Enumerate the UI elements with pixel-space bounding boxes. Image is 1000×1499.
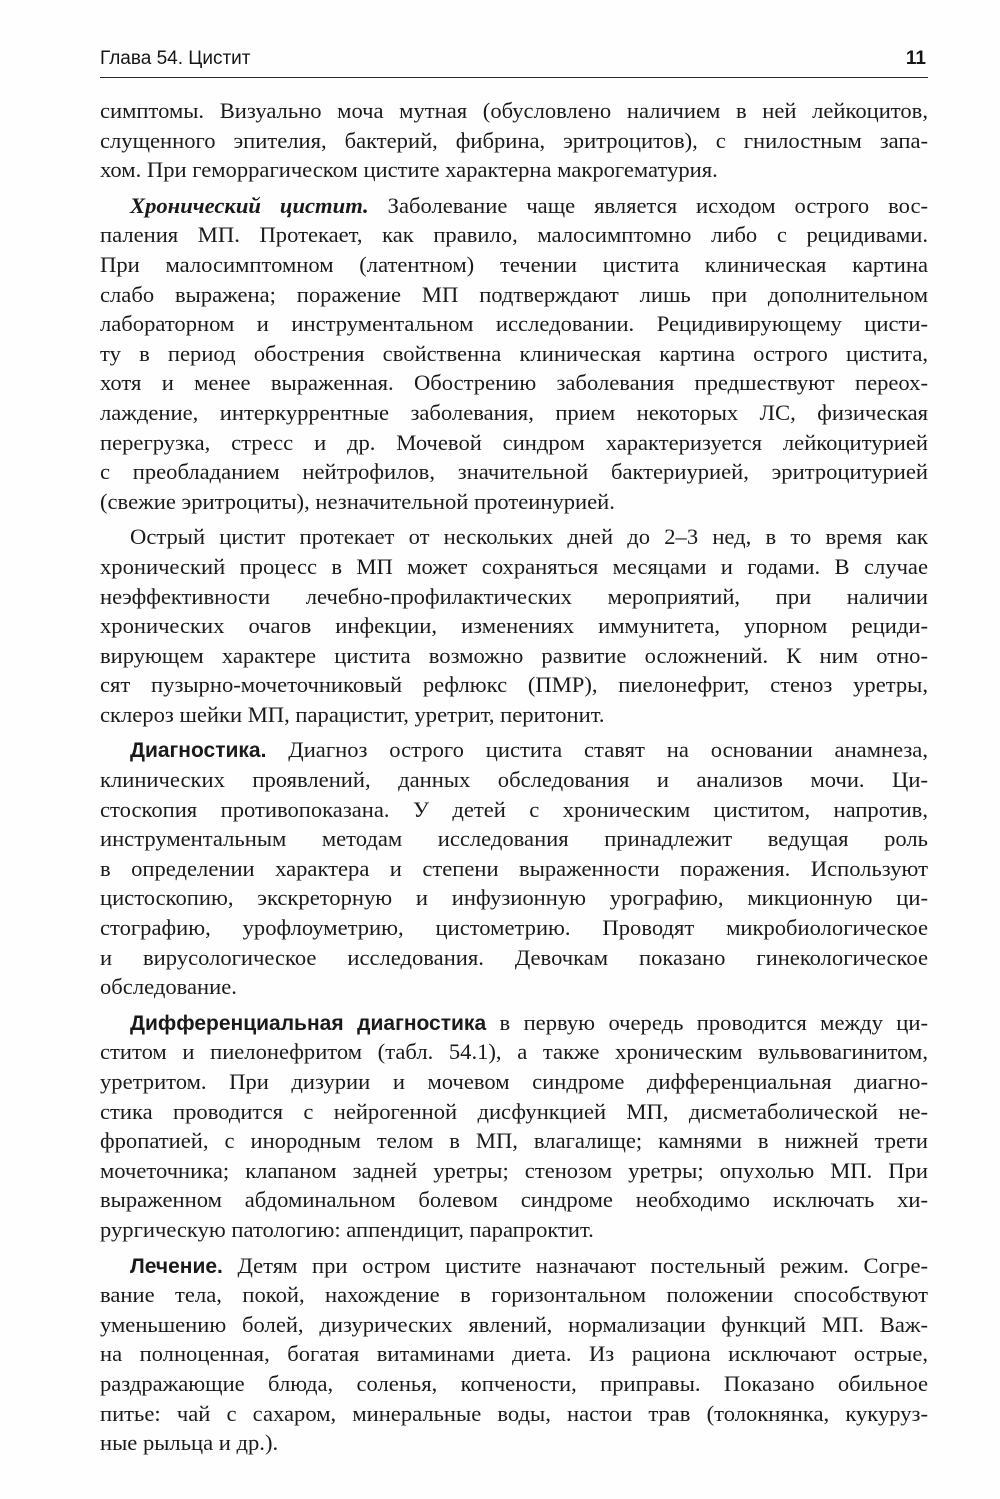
paragraph-chronic-cystitis: [100, 191, 928, 517]
text-line: и вирусологическое исследования. Девочкам показано гинекологическое: [100, 944, 928, 970]
paragraph-diagnostics: [100, 735, 928, 1001]
text-line: ститом и пиелонефритом (табл. 54.1), а также хроническим вульвовагинитом,: [100, 1039, 928, 1065]
text-line: При малосимптомном (латентном) течении цистита клиническая картина: [100, 251, 928, 277]
text-line: хом. При геморрагическом цистите характерна макрогематурия.: [100, 157, 718, 183]
text-line: [100, 735, 928, 765]
text-line: перегрузка, стресс и др. Мочевой синдром характеризуется лейкоцитурией: [100, 429, 928, 455]
text-line: паления МП. Протекает, как правило, малосимптомно либо с рецидивами.: [100, 222, 928, 248]
text-line: ные рыльца и др.).: [100, 1430, 279, 1456]
text-line: вирующем характере цистита возможно развитие осложнений. К ним отно-: [100, 642, 928, 668]
text-line: хотя и менее выраженная. Обострению заболевания предшествуют переох-: [100, 370, 928, 396]
text-line: склероз шейки МП, парацистит, уретрит, перитонит.: [100, 701, 605, 727]
page-number: 11: [905, 48, 926, 69]
section-lead: Хронический цистит.: [130, 192, 369, 218]
running-header: [100, 48, 928, 78]
section-lead: Дифференциальная диагностика: [130, 1011, 487, 1035]
header-rule: [100, 77, 928, 78]
text-line: лабораторном и инструментальном исследовании. Рецидивирующему цисти-: [100, 311, 928, 337]
paragraph-treatment: [100, 1251, 928, 1458]
text-line: симптомы. Визуально моча мутная (обусловлено наличием в ней лейкоцитов,: [100, 98, 928, 123]
paragraph-differential-diagnostics: [100, 1008, 928, 1245]
section-lead: Диагностика.: [130, 739, 267, 763]
text-line: [100, 1251, 928, 1281]
text-line: стографию, урофлоуметрию, цистометрию. Проводят микробиологическое: [100, 915, 928, 941]
text-line: обследование.: [100, 974, 237, 1000]
paragraph-course: [100, 522, 928, 729]
text-line: [100, 191, 928, 221]
text-line: ту в период обострения свойственна клиническая картина острого цистита,: [100, 340, 928, 366]
text-line-rest: Диагноз острого цистита ставят на основании анамнеза,: [266, 737, 928, 763]
text-line-rest: Детям при остром цистите назначают постельный режим. Согре-: [222, 1252, 928, 1278]
text-line: раздражающие блюда, соленья, копчености, приправы. Показано обильное: [100, 1370, 928, 1396]
text-line: уменьшению болей, дизурических явлений, нормализации функций МП. Важ-: [100, 1311, 928, 1337]
text-line: хронических очагов инфекции, изменениях иммунитета, упорном рециди-: [100, 613, 928, 639]
section-lead: Лечение.: [130, 1254, 223, 1278]
text-line: мочеточника; клапаном задней уретры; стенозом уретры; опухолью МП. При: [100, 1157, 928, 1183]
text-line: фропатией, с инородным телом в МП, влагалище; камнями в нижней трети: [100, 1128, 928, 1154]
text-line: уретритом. При дизурии и мочевом синдроме дифференциальная диагно-: [100, 1069, 928, 1094]
text-line: слабо выражена; поражение МП подтверждают лишь при дополнительном: [100, 281, 928, 307]
text-line: стоскопия противопоказана. У детей с хроническим циститом, напротив,: [100, 796, 928, 822]
text-line-rest: в первую очередь проводится между ци-: [486, 1009, 928, 1035]
text-line: сят пузырно-мочеточниковый рефлюкс (ПМР), пиелонефрит, стеноз уретры,: [100, 672, 928, 698]
text-line: слущенного эпителия, бактерий, фибрина, эритроцитов), с гнилостным запа-: [100, 127, 928, 153]
body-text: [100, 96, 928, 1458]
chapter-title: Глава 54. Цистит: [100, 48, 251, 69]
text-line: на полноценная, богатая витаминами диета. Из рациона исключают острые,: [100, 1341, 928, 1367]
text-line: выраженном абдоминальном болевом синдроме необходимо исключать хи-: [100, 1187, 928, 1213]
text-line: вание тела, покой, нахождение в горизонтальном положении способствуют: [100, 1282, 928, 1308]
text-line: клинических проявлений, данных обследования и анализов мочи. Ци-: [100, 767, 928, 793]
text-line: цистоскопию, экскреторную и инфузионную урографию, микционную ци-: [100, 885, 928, 911]
text-line: Острый цистит протекает от нескольких дней до 2–3 нед, в то время как: [130, 524, 928, 550]
text-line: рургическую патологию: аппендицит, парапроктит.: [100, 1216, 594, 1242]
text-line: [100, 1008, 928, 1038]
text-line: инструментальным методам исследования принадлежит ведущая роль: [100, 826, 928, 852]
text-line: лаждение, интеркуррентные заболевания, прием некоторых ЛС, физическая: [100, 399, 928, 425]
text-line: стика проводится с нейрогенной дисфункцией МП, дисметаболической не-: [100, 1098, 928, 1124]
text-line-rest: Заболевание чаще является исходом острого вос-: [368, 192, 928, 218]
text-line: питье: чай с сахаром, минеральные воды, настои трав (толокнянка, кукуруз-: [100, 1400, 928, 1426]
text-line: (свежие эритроциты), незначительной протеинурией.: [100, 488, 615, 514]
text-line: неэффективности лечебно-профилактических мероприятий, при наличии: [100, 583, 928, 609]
paragraph-symptoms: [100, 96, 928, 185]
text-line: хронический процесс в МП может сохраняться месяцами и годами. В случае: [100, 553, 928, 579]
text-line: в определении характера и степени выраженности поражения. Используют: [100, 855, 928, 881]
text-line: с преобладанием нейтрофилов, значительной бактериурией, эритроцитурией: [100, 459, 928, 485]
